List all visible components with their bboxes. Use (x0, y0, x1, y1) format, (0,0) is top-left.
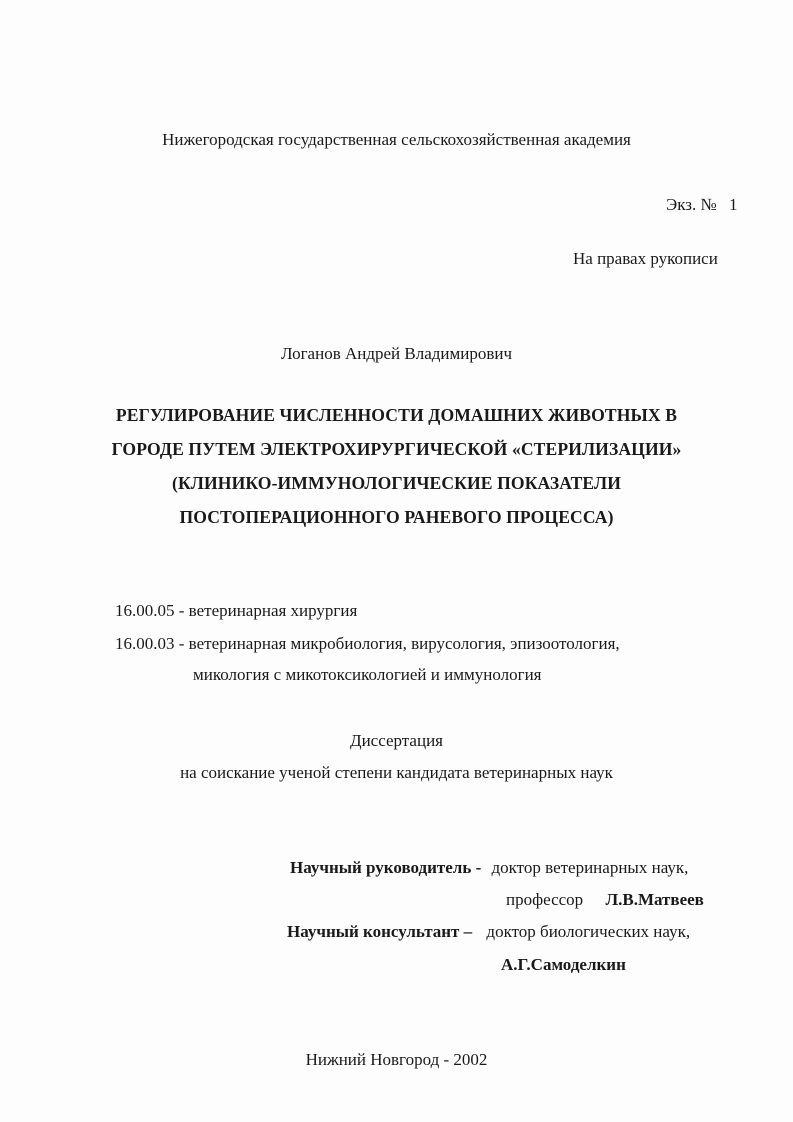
supervisor-line (290, 859, 688, 876)
place-year: Нижний Новгород - 2002 (305, 1050, 488, 1069)
title-line-3: (КЛИНИКО-ИММУНОЛОГИЧЕСКИЕ ПОКАЗАТЕЛИ (171, 473, 622, 493)
specialty-text: - ветеринарная хирургия (178, 601, 358, 620)
consultant-degree: доктор биологических наук, (486, 922, 691, 941)
supervisor-degree: доктор ветеринарных наук, (491, 858, 689, 877)
author-name: Логанов Андрей Владимирович (280, 344, 513, 363)
institution: Нижегородская государственная сельскохозяйственная академия (162, 130, 631, 149)
manuscript-rights: На правах рукописи (573, 249, 718, 268)
title-line-1: РЕГУЛИРОВАНИЕ ЧИСЛЕННОСТИ ДОМАШНИХ ЖИВОТНЫХ В (115, 405, 678, 425)
title-line-4: ПОСТОПЕРАЦИОННОГО РАНЕВОГО ПРОЦЕССА) (179, 507, 614, 527)
specialty-1 (115, 602, 357, 619)
specialty-text: - ветеринарная микробиология, вирусология, эпизоотология, (178, 634, 620, 653)
consultant-name: А.Г.Самоделкин (501, 955, 626, 974)
dissertation-purpose: на соискание ученой степени кандидата ветеринарных наук (180, 763, 613, 782)
title-line-2: ГОРОДЕ ПУТЕМ ЭЛЕКТРОХИРУРГИЧЕСКОЙ «СТЕРИЛИЗАЦИИ» (111, 439, 682, 459)
copy-label: Экз. № (666, 195, 717, 214)
dissertation-label: Диссертация (349, 731, 443, 750)
specialty-code: 16.00.05 (115, 601, 175, 620)
supervisor-name-line (506, 891, 704, 908)
copy-marker (666, 196, 737, 213)
consultant-role: Научный консультант – (287, 922, 473, 941)
supervisor-name: Л.В.Матвеев (605, 890, 704, 909)
specialty-2 (115, 635, 620, 652)
supervisor-role: Научный руководитель - (290, 858, 482, 877)
copy-number: 1 (728, 195, 738, 214)
specialty-2-continuation: микология с микотоксикологией и иммунология (193, 665, 542, 684)
supervisor-title: профессор (506, 890, 584, 909)
specialty-code: 16.00.03 (115, 634, 175, 653)
consultant-line (287, 923, 690, 940)
